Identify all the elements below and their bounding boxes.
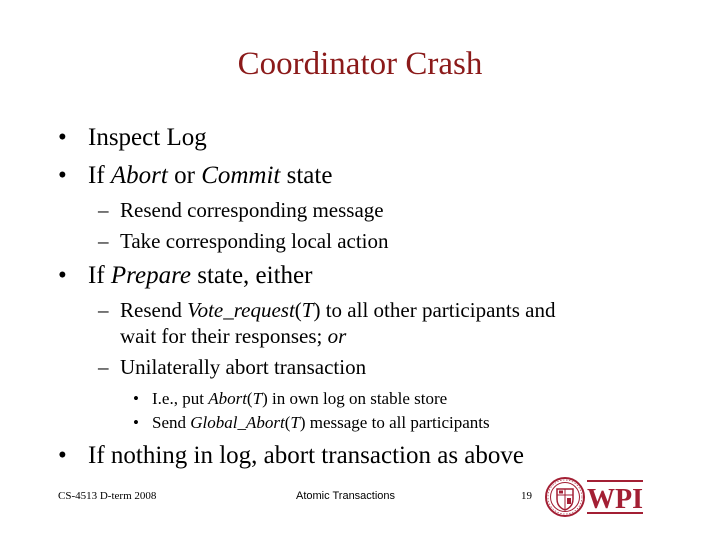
sub-bullet-text: Unilaterally abort transaction <box>120 355 367 379</box>
bullet-icon: • <box>58 262 67 289</box>
dash-icon: – <box>98 298 109 322</box>
bullet-text: If nothing in log, abort transaction as above <box>88 442 524 469</box>
bullet-text: Inspect Log <box>88 124 207 151</box>
bullet-icon: • <box>58 162 67 189</box>
bullet-icon: • <box>133 389 139 408</box>
sub-sub-bullet-text: Send Global_Abort(T) message to all participants <box>152 413 490 432</box>
dash-icon: – <box>98 198 109 222</box>
footer-topic: Atomic Transactions <box>296 490 396 502</box>
footer-course: CS-4513 D-term 2008 <box>58 490 157 502</box>
bullet-icon: • <box>58 124 67 151</box>
wpi-seal-icon <box>545 477 585 517</box>
sub-bullet-text: Resend Vote_request(T) to all other participants and <box>120 298 556 322</box>
bullet-icon: • <box>58 442 67 469</box>
sub-bullet-text: Take corresponding local action <box>120 229 389 253</box>
sub-bullet-continuation: wait for their responses; or <box>120 324 347 348</box>
bullet-text: If Prepare state, either <box>88 262 313 289</box>
sub-bullet-text: Resend corresponding message <box>120 198 384 222</box>
dash-icon: – <box>98 355 109 379</box>
sub-sub-bullet-text: I.e., put Abort(T) in own log on stable store <box>152 389 448 408</box>
footer-page-number: 19 <box>521 490 532 502</box>
logo-text: WPI <box>587 484 643 515</box>
bullet-icon: • <box>133 413 139 432</box>
bullet-text: If Abort or Commit state <box>88 162 333 189</box>
dash-icon: – <box>98 229 109 253</box>
wpi-logo <box>586 477 644 517</box>
slide-title: Coordinator Crash <box>237 46 483 82</box>
